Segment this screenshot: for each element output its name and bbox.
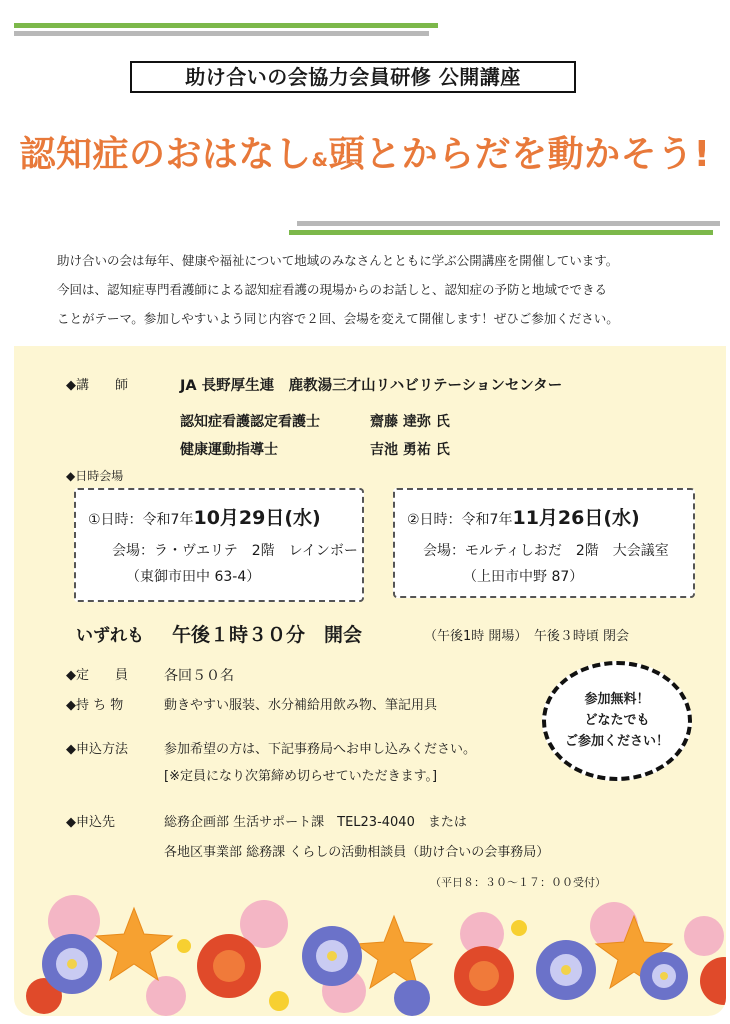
- venue-1-address: （東御市田中 63-4）: [126, 569, 261, 585]
- time-prefix: いずれも: [76, 626, 144, 646]
- time-main: 午後１時３０分 開会: [172, 624, 363, 646]
- main-title-part2: 頭とからだを動かそう!: [328, 134, 711, 175]
- lecturer-org: JA 長野厚生連 鹿教湯三才山リハビリテーションセンター: [180, 378, 563, 394]
- venue-2-date: [407, 503, 640, 530]
- lecturer-name-1: 齋藤 達弥 氏: [370, 414, 450, 430]
- office-hours: （平日８：３０～１７：００受付）: [430, 876, 606, 889]
- venue-2-date-main: 11月26日: [512, 507, 604, 529]
- lecturer-label: ◆講 師: [66, 378, 128, 393]
- venue-1-date-main: 10月29日: [193, 507, 285, 529]
- capacity-value: 各回５０名: [164, 668, 234, 684]
- mid-green-line: [289, 230, 713, 235]
- venue-1-place: 会場：ラ・ヴエリテ 2階 レインボー: [112, 543, 358, 559]
- badge-line-1: 参加無料！: [584, 692, 650, 707]
- flower-border-illustration: [14, 886, 726, 1016]
- venue-2-place: 会場：モルティしおだ 2階 大会議室: [423, 543, 669, 559]
- intro-text: [57, 246, 697, 333]
- venue-card-1: [74, 488, 364, 602]
- apply-label: ◆申込方法: [66, 742, 128, 757]
- capacity-label: ◆定 員: [66, 668, 128, 683]
- apply-value: 参加希望の方は、下記事務局へお申し込みください。: [164, 742, 477, 757]
- contact-line-1: 総務企画部 生活サポート課 TEL23-4040 または: [164, 815, 467, 830]
- lecturer-name-2: 吉池 勇祐 氏: [370, 442, 450, 458]
- top-green-line: [14, 23, 438, 28]
- venue-1-date: [88, 503, 321, 530]
- main-title: [0, 132, 730, 183]
- info-panel: [14, 346, 726, 1016]
- contact-label: ◆申込先: [66, 815, 115, 830]
- items-label: ◆持 ち 物: [66, 698, 124, 713]
- venue-1-date-prefix: ①日時：令和7年: [88, 512, 194, 528]
- badge-line-2: どなたでも: [584, 713, 650, 728]
- contact-line-2: 各地区事業部 総務課 くらしの活動相談員（助け合いの会事務局）: [164, 845, 550, 860]
- venue-1-date-day: (水): [284, 507, 321, 529]
- venue-2-address: （上田市中野 87）: [463, 569, 584, 585]
- top-gray-line: [14, 31, 429, 36]
- venue-card-2: [393, 488, 695, 598]
- intro-line-2: 今回は、認知症専門看護師による認知症看護の現場からのお話しと、認知症の予防と地域でできる: [57, 282, 608, 297]
- intro-line-1: 助け合いの会は毎年、健康や福祉について地域のみなさんとともに学ぶ公開講座を開催しています。: [57, 253, 619, 268]
- apply-note: [※定員になり次第締め切らせていただきます。]: [164, 769, 438, 784]
- mid-gray-line: [297, 221, 720, 226]
- free-entry-badge: [542, 661, 692, 781]
- intro-line-3: ことがテーマ。参加しやすいよう同じ内容で２回、会場を変えて開催します！ぜひご参加ください。: [57, 311, 619, 326]
- main-title-part1: 認知症のおはなし: [19, 134, 312, 175]
- items-value: 動きやすい服装、水分補給用飲み物、筆記用具: [164, 698, 438, 713]
- venue-2-date-prefix: ②日時：令和7年: [407, 512, 513, 528]
- lecturer-role-1: 認知症看護認定看護士: [180, 414, 320, 430]
- schedule-label: ◆日時会場: [66, 469, 124, 483]
- lecturer-role-2: 健康運動指導士: [180, 442, 278, 458]
- subtitle-text: 助け合いの会協力会員研修 公開講座: [185, 65, 521, 89]
- badge-line-3: ご参加ください！: [564, 734, 669, 749]
- main-title-amp: &: [311, 149, 329, 171]
- venue-2-date-day: (水): [603, 507, 640, 529]
- time-sub: （午後1時 開場） 午後３時頃 閉会: [424, 629, 630, 644]
- subtitle-box: [130, 61, 576, 93]
